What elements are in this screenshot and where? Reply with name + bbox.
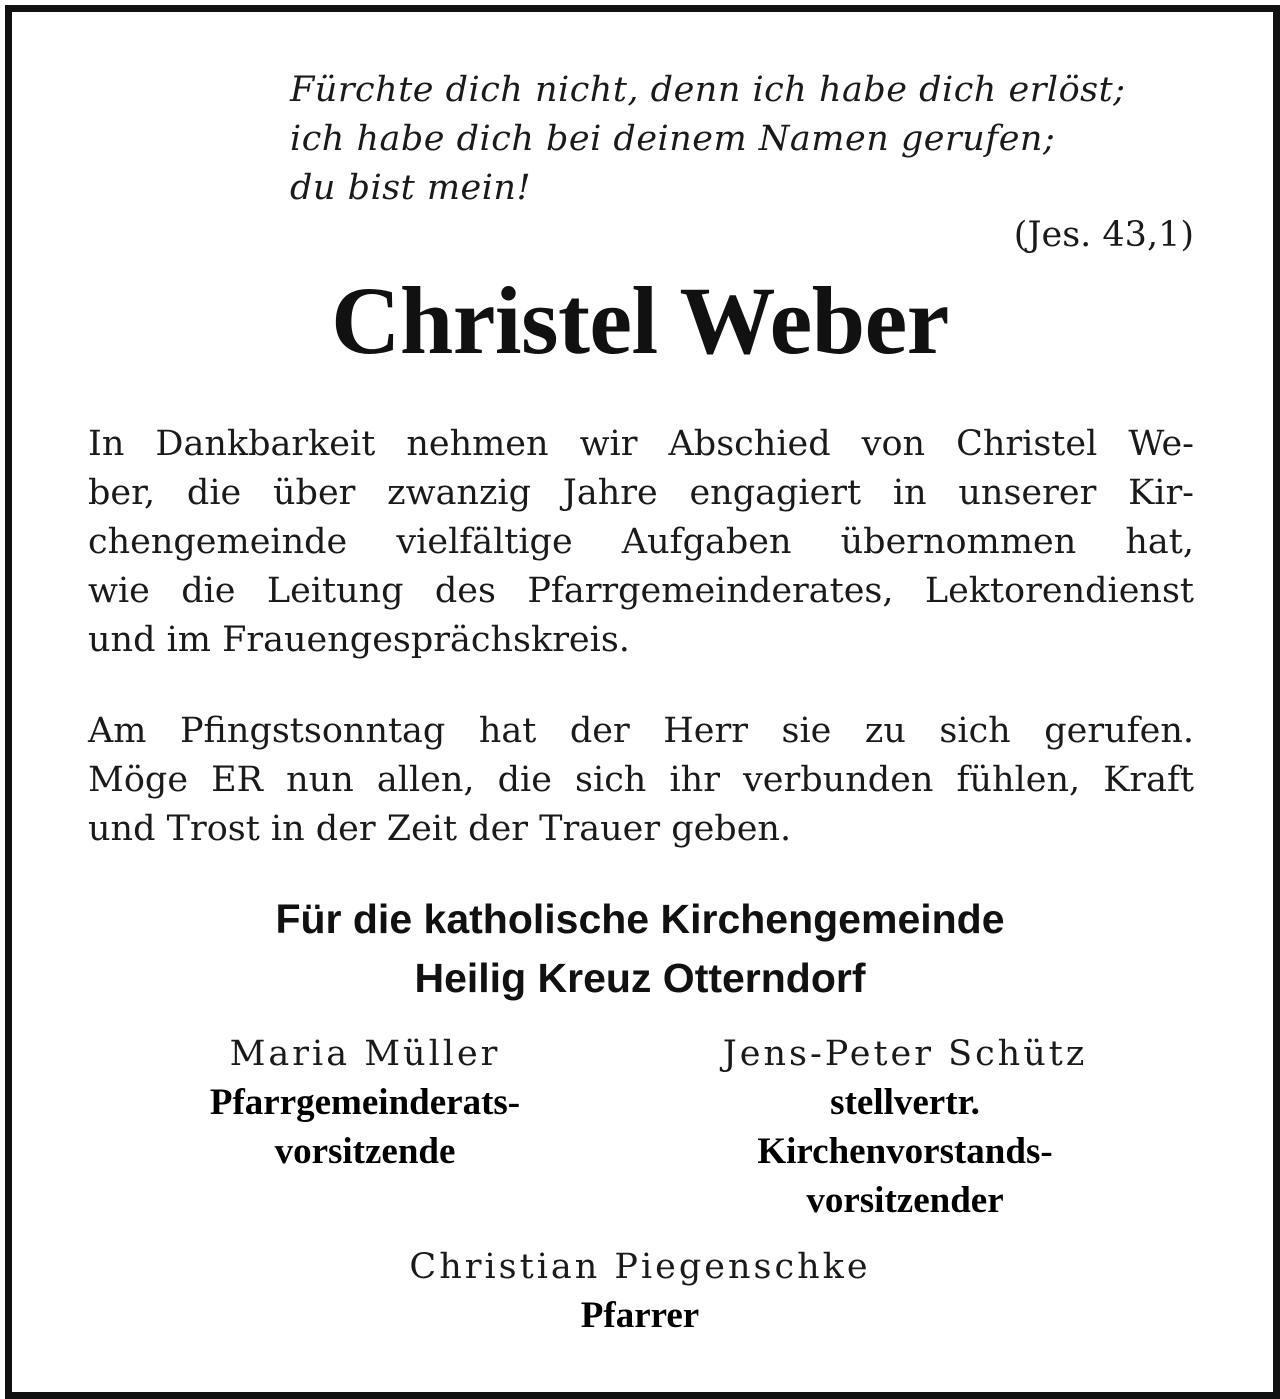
signatory-role: Kirchenvorstands- (757, 1131, 1053, 1172)
death-paragraph (88, 707, 1194, 854)
paragraph-line: und Trost in der Zeit der Trauer geben. (88, 809, 792, 849)
bible-quote (290, 66, 1210, 213)
bible-reference: (Jes. 43,1) (1013, 215, 1194, 255)
paragraph-line: und im Frauengesprächskreis. (88, 620, 630, 660)
paragraph-line: In Dankbarkeit nehmen wir Abschied von Christel We- (88, 424, 1194, 464)
quote-line: Fürchte dich nicht, denn ich habe dich erlöst; (290, 70, 1126, 110)
signatory-maria-mueller (140, 1030, 590, 1176)
paragraph-line: chengemeinde vielfältige Aufgaben übernommen hat, (88, 522, 1194, 562)
signatory-role: Pfarrer (580, 1295, 700, 1336)
quote-line: du bist mein! (290, 168, 532, 208)
paragraph-line: ber, die über zwanzig Jahre engagiert in unserer Kir- (88, 473, 1194, 513)
organization-line: Für die katholische Kirchengemeinde (275, 896, 1005, 942)
signatory-name: Jens-Peter Schütz (722, 1034, 1088, 1074)
signatory-role: stellvertr. (830, 1082, 980, 1123)
quote-line: ich habe dich bei deinem Namen gerufen; (290, 119, 1056, 159)
paragraph-line: Möge ER nun allen, die sich ihr verbunden fühlen, Kraft (88, 760, 1194, 800)
signatory-role: vorsitzender (806, 1180, 1004, 1221)
organization-name: Heilig Kreuz Otterndorf (414, 955, 866, 1001)
signatory-jens-peter-schuetz (680, 1030, 1130, 1225)
paragraph-line: Am Pfingstsonntag hat der Herr sie zu sich gerufen. (88, 711, 1194, 751)
deceased-name: Christel Weber (331, 267, 949, 374)
signatory-role: Pfarrgemeinderats- (209, 1082, 521, 1123)
signatory-role: vorsitzende (274, 1131, 456, 1172)
tribute-paragraph (88, 420, 1194, 665)
paragraph-line: wie die Leitung des Pfarrgemeinderates, Lektorendienst (88, 571, 1194, 611)
signatory-name: Christian Piegenschke (409, 1247, 871, 1287)
signatory-christian-piegenschke (340, 1243, 940, 1340)
signatory-name: Maria Müller (229, 1034, 501, 1074)
